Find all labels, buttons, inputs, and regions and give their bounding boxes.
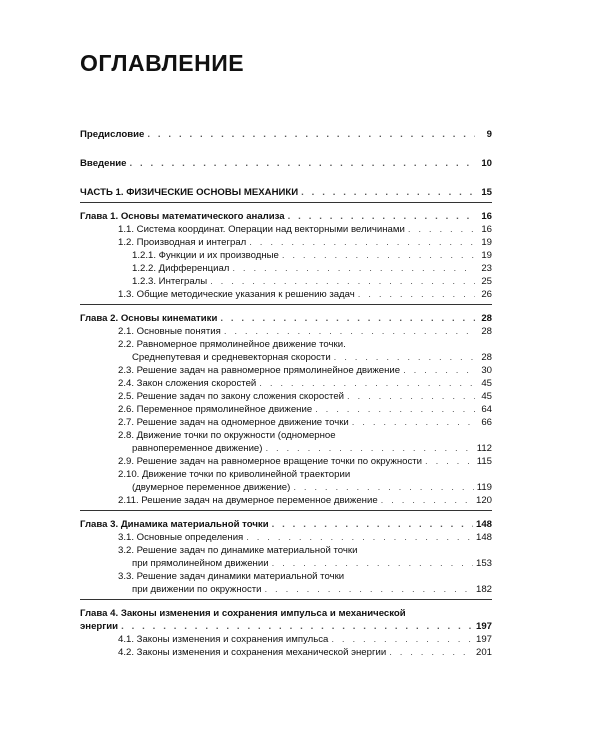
- toc-entry-subsection[interactable]: [80, 249, 492, 262]
- toc-entry-section[interactable]: [80, 583, 492, 596]
- toc-entry-title: 2.3. Решение задач на равномерное прямолинейное движение: [118, 365, 401, 376]
- toc-entry-section[interactable]: [80, 557, 492, 570]
- toc-entry-subsection[interactable]: [80, 262, 492, 275]
- toc-page-number: 28: [481, 352, 492, 363]
- toc-entry-title: 1.1. Система координат. Операции над векторными величинами: [118, 224, 405, 235]
- toc-page-number: 9: [486, 129, 492, 140]
- dot-leader: [249, 236, 475, 249]
- toc-entry-section[interactable]: [80, 236, 492, 249]
- toc-entry-title: 2.1. Основные понятия: [118, 326, 221, 337]
- toc-entry-title: Введение: [80, 158, 127, 169]
- dot-leader: [210, 275, 475, 288]
- dot-leader: [121, 620, 473, 633]
- toc-entry-title: энергии: [80, 621, 119, 632]
- toc-page-number: 153: [475, 558, 492, 569]
- toc-entry-title: 4.1. Законы изменения и сохранения импульса: [118, 634, 329, 645]
- toc-entry-title: Глава 2. Основы кинематики: [80, 313, 218, 324]
- toc-page-number: 19: [481, 250, 492, 261]
- toc-entry-title: (двумерное переменное движение): [132, 482, 291, 493]
- toc-entry-title: 1.2.1. Функции и их производные: [132, 250, 279, 261]
- dot-leader: [265, 442, 473, 455]
- toc-entry-title: 2.7. Решение задач на одномерное движение точки: [118, 417, 349, 428]
- toc-entry-section[interactable]: [80, 390, 492, 403]
- toc-page-number: 26: [481, 289, 492, 300]
- toc-entry-section[interactable]: [80, 364, 492, 377]
- toc-entry-section[interactable]: [80, 351, 492, 364]
- toc-page-number: 15: [481, 187, 492, 198]
- toc-page-number: 16: [481, 211, 492, 222]
- toc-entry-title: Предисловие: [80, 129, 145, 140]
- toc-page-number: 197: [475, 634, 492, 645]
- toc-entry-section[interactable]: [80, 223, 492, 236]
- table-of-contents: [80, 128, 492, 659]
- dot-leader: [293, 481, 473, 494]
- dot-leader: [272, 518, 473, 531]
- toc-entry-title: 1.2.3. Интегралы: [132, 276, 208, 287]
- dot-leader: [265, 583, 473, 596]
- toc-entry-section[interactable]: [80, 633, 492, 646]
- toc-page-number: 23: [481, 263, 492, 274]
- dot-leader: [288, 210, 475, 223]
- toc-entry-part-1[interactable]: [80, 186, 492, 199]
- dot-leader: [352, 416, 475, 429]
- toc-entry-section-first-line[interactable]: 2.2. Равномерное прямолинейное движение точки.: [118, 339, 346, 350]
- toc-entry-section-first-line[interactable]: 3.2. Решение задач по динамике материальной точки: [118, 545, 358, 556]
- toc-entry-title: 1.2. Производная и интеграл: [118, 237, 247, 248]
- dot-leader: [224, 325, 475, 338]
- toc-entry-title: 2.5. Решение задач по закону сложения скоростей: [118, 391, 345, 402]
- toc-page-number: 10: [481, 158, 492, 169]
- toc-entry-section[interactable]: [80, 442, 492, 455]
- toc-entry-section[interactable]: [80, 325, 492, 338]
- dot-leader: [272, 557, 473, 570]
- dot-leader: [403, 364, 475, 377]
- toc-entry-title: 1.2.2. Дифференциал: [132, 263, 230, 274]
- toc-entry-title: Среднепутевая и средневекторная скорости: [132, 352, 331, 363]
- divider: [80, 304, 492, 305]
- toc-page-number: 19: [481, 237, 492, 248]
- toc-page-number: 45: [481, 378, 492, 389]
- toc-entry-chapter-3[interactable]: [80, 518, 492, 531]
- divider: [80, 202, 492, 203]
- toc-page-number: 115: [476, 456, 492, 467]
- toc-page-number: 148: [475, 519, 492, 530]
- toc-page-number: 120: [475, 495, 492, 506]
- toc-entry-subsection[interactable]: [80, 275, 492, 288]
- toc-page-number: 66: [481, 417, 492, 428]
- toc-entry-title: 2.6. Переменное прямолинейное движение: [118, 404, 313, 415]
- toc-page-number: 197: [475, 621, 492, 632]
- toc-page-number: 201: [475, 647, 492, 658]
- dot-leader: [130, 157, 476, 170]
- dot-leader: [334, 351, 475, 364]
- toc-entry-section[interactable]: [80, 646, 492, 659]
- dot-leader: [147, 128, 475, 141]
- toc-page-number: 25: [481, 276, 492, 287]
- toc-page-number: 112: [476, 443, 492, 454]
- toc-entry-section[interactable]: [80, 531, 492, 544]
- toc-entry-section[interactable]: [80, 288, 492, 301]
- dot-leader: [358, 288, 475, 301]
- toc-entry-title: Глава 1. Основы математического анализа: [80, 211, 285, 222]
- divider: [80, 510, 492, 511]
- dot-leader: [315, 403, 475, 416]
- toc-entry-title: при движении по окружности: [132, 584, 262, 595]
- toc-entry-section[interactable]: [80, 481, 492, 494]
- dot-leader: [347, 390, 475, 403]
- toc-entry-section[interactable]: [80, 377, 492, 390]
- dot-leader: [408, 223, 475, 236]
- toc-entry-section[interactable]: [80, 455, 492, 468]
- toc-entry-title: Глава 3. Динамика материальной точки: [80, 519, 269, 530]
- dot-leader: [246, 531, 473, 544]
- toc-entry-title: равнопеременное движение): [132, 443, 263, 454]
- toc-page-number: 28: [481, 313, 492, 324]
- toc-page-number: 16: [481, 224, 492, 235]
- dot-leader: [381, 494, 473, 507]
- toc-entry-title: 1.3. Общие методические указания к решению задач: [118, 289, 355, 300]
- toc-entry-chapter-2[interactable]: [80, 312, 492, 325]
- toc-entry-section-first-line[interactable]: 3.3. Решение задач динамики материальной точки: [118, 571, 345, 582]
- toc-entry-preface[interactable]: [80, 128, 492, 141]
- toc-page-number: 45: [481, 391, 492, 402]
- toc-page-number: 182: [475, 584, 492, 595]
- toc-page-number: 28: [481, 326, 492, 337]
- toc-entry-title: 4.2. Законы изменения и сохранения механической энергии: [118, 647, 387, 658]
- toc-entry-title: 2.9. Решение задач на равномерное вращение точки по окружности: [118, 456, 423, 467]
- toc-entry-introduction[interactable]: [80, 157, 492, 170]
- dot-leader: [389, 646, 473, 659]
- toc-page-number: 148: [475, 532, 492, 543]
- toc-page-number: 119: [476, 482, 492, 493]
- dot-leader: [282, 249, 475, 262]
- toc-entry-title: 3.1. Основные определения: [118, 532, 244, 543]
- page-title: ОГЛАВЛЕНИЕ: [80, 50, 245, 76]
- toc-entry-section[interactable]: [80, 403, 492, 416]
- dot-leader: [232, 262, 475, 275]
- toc-page-number: 64: [481, 404, 492, 415]
- toc-entry-title: 2.4. Закон сложения скоростей: [118, 378, 257, 389]
- divider: [80, 599, 492, 600]
- toc-entry-section-first-line[interactable]: 2.10. Движение точки по криволинейной траектории: [118, 469, 351, 480]
- toc-entry-chapter-1[interactable]: [80, 210, 492, 223]
- toc-entry-section[interactable]: [80, 416, 492, 429]
- toc-entry-section-first-line[interactable]: 2.8. Движение точки по окружности (одномерное: [118, 430, 336, 441]
- toc-entry-chapter-4[interactable]: [80, 620, 492, 633]
- toc-entry-chapter-4-first-line[interactable]: Глава 4. Законы изменения и сохранения импульса и механической: [80, 608, 406, 619]
- dot-leader: [259, 377, 475, 390]
- toc-entry-section[interactable]: [80, 494, 492, 507]
- dot-leader: [425, 455, 474, 468]
- toc-page-number: 30: [481, 365, 492, 376]
- dot-leader: [301, 186, 475, 199]
- toc-entry-title: при прямолинейном движении: [132, 558, 269, 569]
- toc-entry-title: 2.11. Решение задач на двумерное переменное движение: [118, 495, 378, 506]
- dot-leader: [331, 633, 473, 646]
- dot-leader: [220, 312, 475, 325]
- toc-entry-title: ЧАСТЬ 1. ФИЗИЧЕСКИЕ ОСНОВЫ МЕХАНИКИ: [80, 187, 299, 198]
